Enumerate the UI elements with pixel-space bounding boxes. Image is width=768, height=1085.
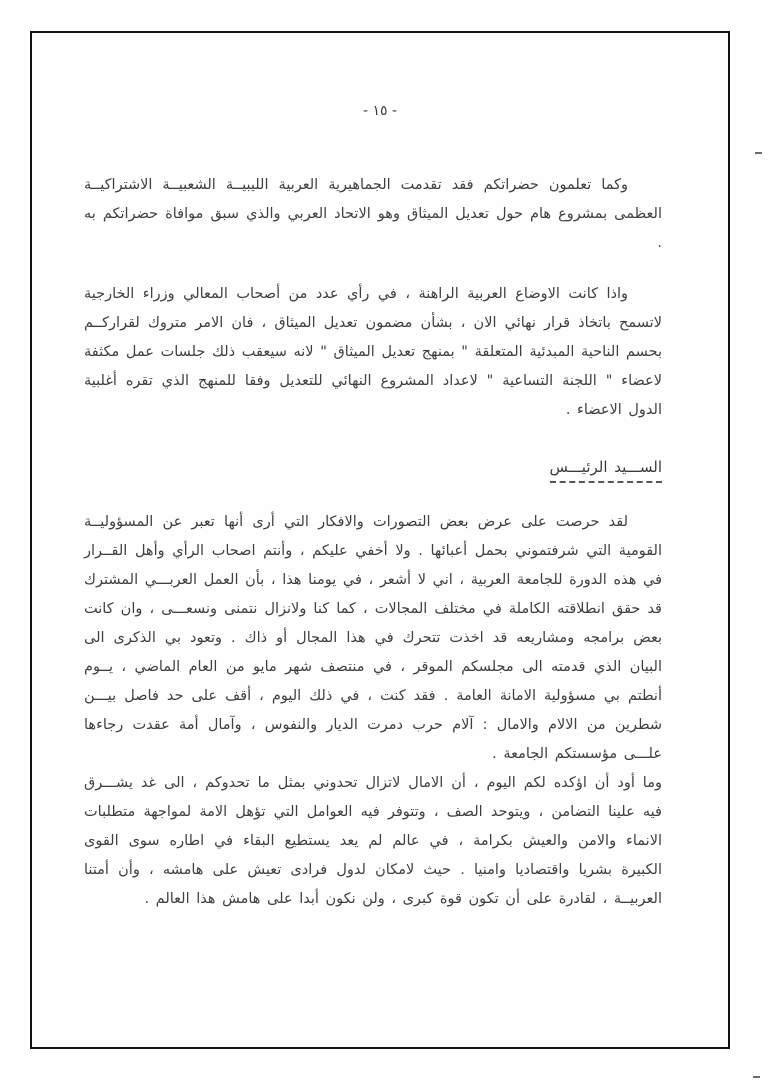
paragraph-jamahiriya-proposal: وكما تعلمون حضراتكم فقد تقدمت الجماهيرية العربية الليبيــة الشعبيــة الاشتراكيــة العظمى بمشروع هام حول تعديل الميثاق وهو الاتحاد العربي والذي سبق موافاة حضراتكم به . xyxy=(84,177,662,251)
document-page xyxy=(30,31,730,1049)
paragraph-responsibility-reflections: لقد حرصت على عرض بعض التصورات والافكار التي أرى أنها تعبر عن المسؤوليــة القومية التي شرفتموني بحمل أعبائها . ولا أخفي عليكم ، وأنتم اصحاب الرأي وأهل القــرار في هذه الدورة للجامعة العربية ، اني لا أشعر ، في يومنا هذا ، بأن العمل العربـــي المشترك قد حقق انطلاقته الكاملة في مختلف المجالات ، كما كنا ولانزال نتمنى ونسعـــى ، وان كانت بعض برامجه ومشاريعه قد اخذت تتحرك في هذا المجال أو ذاك . وتعود بي الذكرى الى البيان الذي قدمته الى مجلسكم الموقر ، في منتصف شهر مايو من العام الماضي ، يــوم أنطتم بي مسؤولية الامانة العامة . فقد كنت ، في ذلك اليوم ، أقف على حد فاصل بيـــن شطرين من الالام والامال : آلام حرب دمرت الديار والنفوس ، وآمال أمة عقدت رجاءها علـــى مؤسستكم الجامعة . xyxy=(84,514,662,762)
paragraph-charter-amendment: واذا كانت الاوضاع العربية الراهنة ، في رأي عدد من أصحاب المعالي وزراء الخارجية لاتسمح باتخاذ قرار نهائي الان ، بشأن مضمون تعديل الميثاق ، فان الامر متروك لقراركــم بحسم الناحية المبدئية المتعلقة " بمنهج تعديل الميثاق " لانه سيعقب ذلك جلسات عمل مكثفة لاعضاء " اللجنة التساعية " لاعداد المشروع النهائي للتعديل وفقا للمنهج الذي تقره أغلبية الدول الاعضاء . xyxy=(84,286,662,418)
paragraph-hopes-for-future: وما أود أن اؤكده لكم اليوم ، أن الامال لاتزال تحدوني بمثل ما تحدوكم ، الى غد يشـــرق فيه علينا التضامن ، ويتوحد الصف ، وتتوفر فيه العوامل التي تؤهل الامة لمواجهة متطلبات الانماء والامن والعيش بكرامة ، في عالم لم يعد يستطيع البقاء في اطاره سوى القوى الكبيرة بشريا واقتصاديا وامنيا . حيث لامكان لدول فرادى تعيش على هامشه ، وأن أمتنا العربيــة ، لقادرة على أن تكون قوة كبرى ، ولن نكون أبدا على هامش هذا العالم . xyxy=(84,775,662,907)
page-number: - ١٥ - xyxy=(362,103,398,119)
section-heading-text: الســـيد الرئيـــس xyxy=(550,458,663,483)
scan-artifact-tick xyxy=(753,1076,760,1078)
section-heading xyxy=(84,453,662,482)
scan-artifact-tick xyxy=(755,152,762,154)
document-body xyxy=(32,171,728,914)
